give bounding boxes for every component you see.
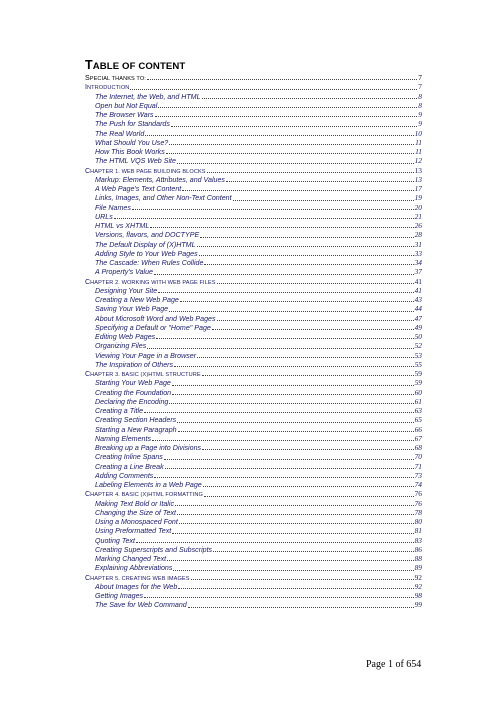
toc-entry[interactable] bbox=[85, 434, 422, 443]
toc-chapter-entry[interactable] bbox=[85, 489, 422, 498]
dot-leader bbox=[177, 416, 413, 423]
dot-leader bbox=[226, 175, 414, 182]
toc-entry-label: Using a Monospaced Font bbox=[95, 518, 178, 526]
toc-entry[interactable] bbox=[85, 212, 422, 221]
toc-entry-label: A Web Page's Text Content bbox=[95, 185, 182, 193]
toc-entry[interactable] bbox=[85, 203, 422, 212]
dot-leader bbox=[144, 406, 414, 413]
toc-entry-page-number: 37 bbox=[414, 267, 422, 277]
toc-entry-label: The Default Display of (X)HTML bbox=[95, 240, 196, 249]
dot-leader bbox=[202, 92, 418, 99]
toc-entry[interactable] bbox=[85, 286, 422, 295]
toc-entry-label: Starting a New Paragraph bbox=[95, 425, 177, 434]
toc-entry[interactable] bbox=[85, 600, 422, 609]
toc-entry-initial: I bbox=[85, 83, 87, 92]
toc-entry-label: Creating Inline Spans bbox=[95, 453, 163, 462]
toc-entry-page-number: 49 bbox=[414, 322, 422, 332]
toc-entry-initial: C bbox=[85, 370, 91, 378]
toc-entry-page-number: 47 bbox=[414, 313, 422, 323]
toc-entry[interactable] bbox=[85, 415, 422, 424]
toc-entry-label: Open but Not Equal bbox=[95, 101, 158, 110]
toc-entry-page-number: 7 bbox=[418, 73, 422, 82]
dot-leader bbox=[169, 138, 414, 145]
toc-entry[interactable] bbox=[85, 397, 422, 406]
toc-entry-label: The Cascade: When Rules Collide bbox=[95, 259, 204, 267]
dot-leader bbox=[172, 527, 413, 534]
toc-entry-page-number: 61 bbox=[414, 396, 422, 406]
dot-leader bbox=[147, 73, 417, 80]
dot-leader bbox=[144, 591, 414, 598]
dot-leader bbox=[152, 434, 414, 441]
toc-entry-page-number: 71 bbox=[414, 461, 422, 471]
toc-entry-label: Declaring the Encoding bbox=[95, 397, 169, 406]
dot-leader bbox=[150, 221, 413, 228]
dot-leader bbox=[178, 582, 413, 589]
toc-entry-label: Organizing Files bbox=[95, 342, 147, 351]
toc-entry-label: Designing Your Site bbox=[95, 286, 158, 295]
toc-entry-label bbox=[85, 370, 201, 378]
toc-entry-label: The Inspiration of Others bbox=[95, 360, 174, 369]
dot-leader bbox=[173, 564, 413, 571]
page-title bbox=[85, 58, 185, 74]
dot-leader bbox=[178, 425, 414, 432]
dot-leader bbox=[114, 212, 414, 219]
toc-chapter-entry[interactable] bbox=[85, 82, 422, 91]
toc-entry[interactable] bbox=[85, 480, 422, 489]
toc-entry[interactable] bbox=[85, 221, 422, 230]
toc-entry-label: Creating a Title bbox=[95, 407, 144, 415]
toc-entry-page-number: 81 bbox=[414, 526, 422, 536]
toc-entry-page-number: 86 bbox=[414, 544, 422, 554]
toc-entry[interactable] bbox=[85, 92, 422, 101]
toc-entry-initial: C bbox=[85, 490, 91, 499]
toc-entry-label: Using Preformatted Text bbox=[95, 527, 172, 536]
toc-chapter-entry[interactable] bbox=[85, 73, 422, 82]
dot-leader bbox=[212, 323, 414, 330]
toc-entry-label: HTML vs XHTML bbox=[95, 222, 150, 230]
toc-entry-page-number: 73 bbox=[414, 470, 422, 480]
toc-entry-page-number: 67 bbox=[414, 433, 422, 443]
toc-entry-label: Creating the Foundation bbox=[95, 388, 172, 397]
toc-entry[interactable] bbox=[85, 314, 422, 323]
toc-entry[interactable] bbox=[85, 517, 422, 526]
toc-entry-label: Adding Style to Your Web Pages bbox=[95, 249, 198, 258]
dot-leader bbox=[204, 490, 414, 497]
toc-entry[interactable] bbox=[85, 295, 422, 304]
toc-entry-label: Creating Section Headers bbox=[95, 416, 177, 425]
toc-entry-page-number: 33 bbox=[414, 248, 422, 258]
toc-entry-label: The Save for Web Command bbox=[95, 601, 187, 610]
toc-entry-initial: C bbox=[85, 277, 91, 286]
toc-entry-label: The Internet, the Web, and HTML bbox=[95, 92, 201, 101]
title-first-letter: T bbox=[85, 58, 93, 72]
toc-entry-page-number: 28 bbox=[414, 230, 422, 240]
toc-entry-page-number: 9 bbox=[418, 110, 422, 119]
dot-leader bbox=[158, 101, 417, 108]
toc-entry[interactable] bbox=[85, 536, 422, 545]
dot-leader bbox=[191, 573, 414, 580]
toc-entry-page-number: 44 bbox=[414, 304, 422, 314]
toc-entry-label: Links, Images, and Other Non-Text Content bbox=[95, 194, 232, 203]
toc-entry-page-number: 19 bbox=[414, 193, 422, 203]
dot-leader bbox=[217, 277, 414, 284]
toc-entry-rest: HAPTER 4. BASIC (X)HTML FORMATTING bbox=[90, 492, 203, 499]
dot-leader bbox=[136, 536, 414, 543]
toc-entry-page-number: 52 bbox=[414, 341, 422, 351]
toc-entry-page-number: 10 bbox=[414, 128, 422, 138]
toc-entry[interactable] bbox=[85, 443, 422, 452]
toc-entry-label: The Push for Standards bbox=[95, 120, 170, 129]
toc-entry-page-number: 80 bbox=[414, 517, 422, 526]
toc-entry-page-number: 50 bbox=[414, 332, 422, 341]
toc-entry-label: Explaining Abbreviations bbox=[95, 564, 173, 573]
toc-entry-page-number: 34 bbox=[414, 258, 422, 267]
dot-leader bbox=[132, 203, 414, 210]
toc-entry[interactable] bbox=[85, 452, 422, 461]
dot-leader bbox=[203, 480, 414, 487]
dot-leader bbox=[169, 305, 414, 312]
toc-entry-label: URLs bbox=[95, 212, 113, 221]
toc-entry-page-number: 21 bbox=[414, 211, 422, 221]
toc-entry-initial: C bbox=[85, 573, 91, 582]
toc-entry[interactable] bbox=[85, 425, 422, 434]
toc-entry-page-number: 65 bbox=[414, 415, 422, 425]
toc-entry-label bbox=[85, 83, 129, 91]
toc-entry-label: Breaking up a Page into Divisions bbox=[95, 444, 202, 452]
toc-entry-label bbox=[85, 167, 206, 175]
dot-leader bbox=[154, 471, 413, 478]
dot-leader bbox=[200, 231, 413, 238]
toc-entry-label: Adding Comments bbox=[95, 471, 154, 480]
dot-leader bbox=[179, 517, 414, 524]
toc-entry[interactable] bbox=[85, 508, 422, 517]
toc-entry[interactable] bbox=[85, 258, 422, 267]
toc-entry-page-number: 76 bbox=[414, 498, 422, 508]
table-of-contents bbox=[85, 73, 422, 610]
dot-leader bbox=[171, 120, 417, 127]
dot-leader bbox=[147, 342, 413, 349]
dot-leader bbox=[197, 351, 414, 358]
toc-entry[interactable] bbox=[85, 230, 422, 239]
toc-entry[interactable] bbox=[85, 119, 422, 128]
dot-leader bbox=[199, 249, 414, 256]
toc-entry-label: A Property's Value bbox=[95, 268, 153, 277]
toc-entry-rest: HAPTER 3. BASIC (X)HTML STRUCTURE bbox=[90, 372, 201, 378]
toc-entry-label: About Images for the Web bbox=[95, 582, 178, 591]
dot-leader bbox=[175, 499, 414, 506]
toc-entry-page-number: 68 bbox=[414, 443, 422, 452]
toc-entry-label: The Browser Wars bbox=[95, 111, 154, 119]
dot-leader bbox=[155, 110, 418, 117]
toc-entry-page-number: 74 bbox=[414, 480, 422, 489]
toc-entry[interactable] bbox=[85, 388, 422, 397]
dot-leader bbox=[204, 258, 413, 265]
toc-entry-page-number: 59 bbox=[414, 378, 422, 388]
toc-entry-label: Viewing Your Page in a Browser bbox=[95, 351, 197, 360]
toc-entry-label: Getting Images bbox=[95, 592, 144, 600]
toc-entry-page-number: 20 bbox=[414, 202, 422, 212]
toc-entry[interactable] bbox=[85, 138, 422, 147]
toc-entry-label: Quoting Text bbox=[95, 536, 135, 545]
toc-entry-label bbox=[85, 574, 190, 582]
toc-entry-label: Creating a New Web Page bbox=[95, 296, 179, 304]
toc-entry[interactable] bbox=[85, 304, 422, 313]
toc-entry-page-number: 63 bbox=[414, 406, 422, 415]
toc-chapter-entry[interactable] bbox=[85, 277, 422, 286]
dot-leader bbox=[177, 157, 414, 164]
toc-entry-label: Marking Changed Text bbox=[95, 555, 167, 563]
dot-leader bbox=[207, 166, 414, 173]
toc-entry[interactable] bbox=[85, 360, 422, 369]
toc-chapter-entry[interactable] bbox=[85, 573, 422, 582]
toc-entry-initial: C bbox=[85, 166, 91, 175]
toc-entry-label: The HTML VQS Web Site bbox=[95, 157, 176, 166]
toc-entry-label: Starting Your Web Page bbox=[95, 379, 171, 388]
dot-leader bbox=[156, 332, 413, 339]
toc-entry[interactable] bbox=[85, 471, 422, 480]
toc-entry-label: The Real World bbox=[95, 129, 145, 138]
toc-entry-page-number: 78 bbox=[414, 507, 422, 517]
toc-entry[interactable] bbox=[85, 554, 422, 563]
toc-entry-page-number: 55 bbox=[414, 359, 422, 369]
toc-entry[interactable] bbox=[85, 545, 422, 554]
toc-entry-page-number: 41 bbox=[414, 285, 422, 295]
toc-entry-page-number: 8 bbox=[418, 100, 422, 110]
toc-entry-label: Creating Superscripts and Subscripts bbox=[95, 545, 213, 554]
toc-entry-label bbox=[85, 278, 216, 286]
toc-entry-rest: NTRODUCTION bbox=[86, 85, 130, 92]
dot-leader bbox=[180, 295, 414, 302]
toc-entry-page-number: 9 bbox=[418, 119, 422, 129]
toc-entry[interactable] bbox=[85, 323, 422, 332]
toc-entry[interactable] bbox=[85, 129, 422, 138]
toc-entry-label: How This Book Works bbox=[95, 148, 165, 156]
toc-entry-label: Changing the Size of Text bbox=[95, 508, 176, 517]
title-rest: ABLE OF CONTENT bbox=[92, 61, 186, 72]
toc-entry-label: Saving Your Web Page bbox=[95, 305, 169, 314]
dot-leader bbox=[182, 184, 413, 191]
toc-entry-page-number: 11 bbox=[415, 147, 422, 156]
toc-chapter-entry[interactable] bbox=[85, 166, 422, 175]
toc-entry[interactable] bbox=[85, 156, 422, 165]
toc-entry-page-number: 7 bbox=[418, 82, 422, 92]
toc-entry-page-number: 31 bbox=[414, 239, 422, 249]
toc-entry-page-number: 99 bbox=[414, 600, 422, 610]
toc-entry[interactable] bbox=[85, 526, 422, 535]
toc-entry-label: Creating a Line Break bbox=[95, 462, 164, 471]
toc-entry-page-number: 66 bbox=[414, 424, 422, 434]
toc-entry[interactable] bbox=[85, 341, 422, 350]
dot-leader bbox=[145, 129, 413, 136]
toc-entry[interactable] bbox=[85, 240, 422, 249]
toc-entry-page-number: 59 bbox=[414, 369, 422, 378]
toc-entry-page-number: 98 bbox=[414, 591, 422, 600]
dot-leader bbox=[233, 194, 414, 201]
dot-leader bbox=[174, 360, 414, 367]
toc-entry-rest: HAPTER 1. WEB PAGE BUILDING BLOCKS bbox=[90, 168, 206, 175]
toc-entry-label bbox=[85, 490, 203, 498]
toc-entry[interactable] bbox=[85, 267, 422, 276]
dot-leader bbox=[169, 397, 413, 404]
toc-entry-page-number: 13 bbox=[414, 174, 422, 184]
toc-entry[interactable] bbox=[85, 249, 422, 258]
dot-leader bbox=[172, 388, 413, 395]
toc-entry-label: Making Text Bold or Italic bbox=[95, 499, 174, 508]
dot-leader bbox=[188, 601, 414, 608]
dot-leader bbox=[130, 83, 417, 90]
toc-entry-page-number: 43 bbox=[414, 295, 422, 304]
toc-entry-page-number: 76 bbox=[414, 489, 422, 499]
toc-entry[interactable] bbox=[85, 351, 422, 360]
toc-entry[interactable] bbox=[85, 147, 422, 156]
dot-leader bbox=[172, 379, 414, 386]
dot-leader bbox=[177, 508, 414, 515]
toc-entry-page-number: 88 bbox=[414, 554, 422, 563]
dot-leader bbox=[154, 268, 414, 275]
toc-entry-page-number: 92 bbox=[414, 572, 422, 582]
toc-entry-page-number: 8 bbox=[418, 91, 422, 101]
dot-leader bbox=[202, 369, 414, 376]
toc-entry[interactable] bbox=[85, 563, 422, 572]
toc-entry-page-number: 53 bbox=[414, 350, 422, 360]
toc-entry-page-number: 60 bbox=[414, 387, 422, 397]
toc-entry[interactable] bbox=[85, 332, 422, 341]
toc-entry-label: About Microsoft Word and Web Pages bbox=[95, 314, 216, 323]
dot-leader bbox=[158, 286, 413, 293]
dot-leader bbox=[166, 147, 414, 154]
toc-entry-page-number: 13 bbox=[414, 165, 422, 175]
toc-entry-label: Specifying a Default or "Home" Page bbox=[95, 323, 211, 332]
toc-entry[interactable] bbox=[85, 184, 422, 193]
toc-entry[interactable] bbox=[85, 406, 422, 415]
toc-entry-label: Editing Web Pages bbox=[95, 333, 156, 341]
toc-entry[interactable] bbox=[85, 175, 422, 184]
toc-entry[interactable] bbox=[85, 101, 422, 110]
toc-entry-page-number: 89 bbox=[414, 563, 422, 573]
toc-entry-label bbox=[85, 74, 146, 82]
toc-chapter-entry[interactable] bbox=[85, 369, 422, 378]
toc-entry-label: Labeling Elements in a Web Page bbox=[95, 481, 202, 489]
dot-leader bbox=[202, 443, 414, 450]
toc-entry[interactable] bbox=[85, 462, 422, 471]
toc-entry[interactable] bbox=[85, 582, 422, 591]
toc-entry-label: Naming Elements bbox=[95, 434, 151, 443]
toc-entry-rest: PECIAL THANKS TO: bbox=[89, 76, 146, 82]
page-number-footer: Page 1 of 654 bbox=[366, 659, 422, 670]
toc-entry-page-number: 11 bbox=[415, 137, 422, 147]
toc-entry-rest: HAPTER 5. CREATING WEB IMAGES bbox=[90, 575, 190, 582]
toc-entry-page-number: 92 bbox=[414, 581, 422, 591]
toc-entry-initial: S bbox=[85, 74, 90, 82]
toc-entry[interactable] bbox=[85, 378, 422, 387]
toc-entry-page-number: 26 bbox=[414, 221, 422, 230]
toc-entry[interactable] bbox=[85, 110, 422, 119]
toc-entry-label: File Names bbox=[95, 203, 131, 212]
toc-entry-page-number: 83 bbox=[414, 535, 422, 545]
toc-entry-label: What Should You Use? bbox=[95, 138, 169, 147]
dot-leader bbox=[167, 554, 413, 561]
dot-leader bbox=[164, 453, 414, 460]
toc-entry-page-number: 17 bbox=[414, 184, 422, 193]
toc-entry[interactable] bbox=[85, 591, 422, 600]
dot-leader bbox=[213, 545, 414, 552]
toc-entry[interactable] bbox=[85, 499, 422, 508]
dot-leader bbox=[165, 462, 414, 469]
toc-entry[interactable] bbox=[85, 193, 422, 202]
toc-entry-label: Versions, flavors, and DOCTYPE bbox=[95, 231, 200, 240]
dot-leader bbox=[197, 240, 414, 247]
toc-entry-page-number: 12 bbox=[414, 156, 422, 166]
toc-entry-rest: HAPTER 2. WORKING WITH WEB PAGE FILES bbox=[90, 279, 216, 286]
toc-entry-label: Markup: Elements, Attributes, and Values bbox=[95, 175, 225, 184]
dot-leader bbox=[217, 314, 414, 321]
toc-entry-page-number: 70 bbox=[414, 452, 422, 462]
toc-entry-page-number: 41 bbox=[414, 276, 422, 286]
